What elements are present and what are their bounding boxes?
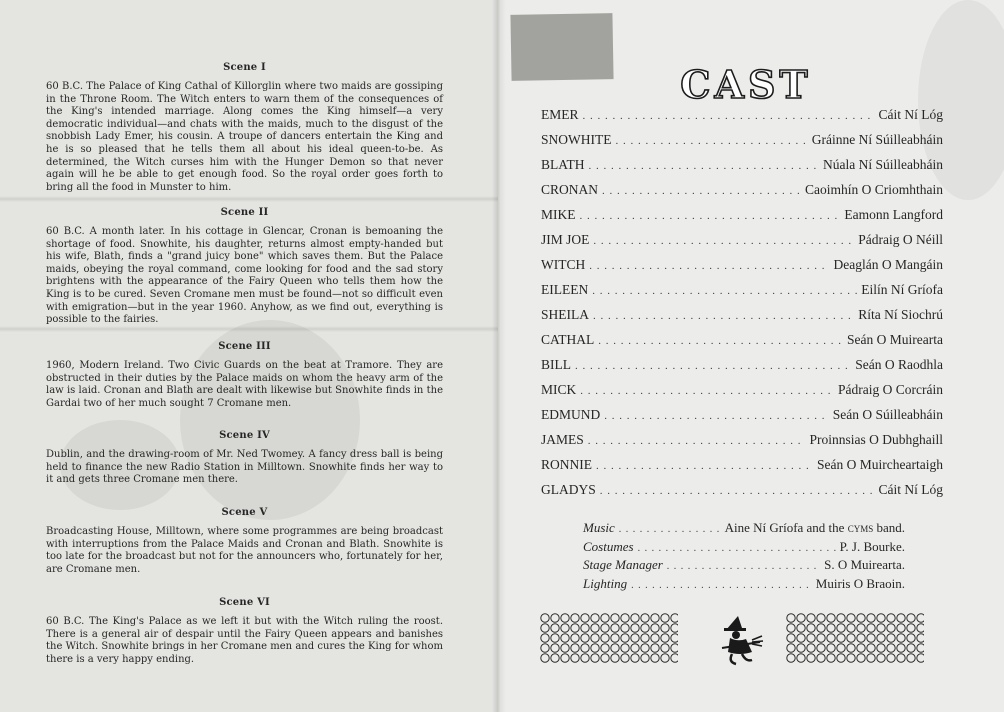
leader-dots	[596, 460, 813, 472]
actor-name: Ríta Ní Siochrú	[858, 307, 943, 322]
leader-dots	[583, 110, 875, 122]
credit-role: Stage Manager	[583, 557, 663, 572]
cast-row	[541, 132, 943, 157]
cast-row	[541, 357, 943, 382]
scene-heading: Scene VI	[219, 597, 270, 608]
leader-dots	[580, 385, 834, 397]
credit-name: Muiris O Braoin.	[815, 575, 905, 591]
leader-dots	[575, 360, 851, 372]
leader-dots	[580, 210, 841, 222]
role-name: MICK	[541, 382, 577, 397]
role-name: EMER	[541, 107, 579, 122]
paper-crease	[0, 196, 498, 202]
leader-dots	[589, 160, 820, 172]
actor-name: Deaglán O Mangáin	[833, 257, 943, 272]
actor-name: Seán O Súilleabháin	[832, 407, 943, 422]
lattice-ornament-right	[786, 613, 924, 663]
cast-row	[541, 157, 943, 182]
paper-crease	[0, 326, 498, 332]
credit-row	[583, 539, 905, 558]
credit-role: Lighting	[583, 575, 628, 591]
actor-name: Seán O Muirearta	[847, 332, 943, 347]
tape-mark	[510, 13, 613, 81]
role-name: BLATH	[541, 157, 585, 172]
actor-name: Pádraig O Corcráin	[838, 382, 943, 397]
actor-name: Cáit Ní Lóg	[878, 482, 943, 497]
leader-dots	[638, 543, 836, 554]
leader-dots	[619, 524, 721, 535]
cast-row	[541, 182, 943, 207]
cast-row	[541, 482, 943, 507]
leader-dots	[667, 561, 820, 572]
scene-synopsis: 1960, Modern Ireland. Two Civic Guards on the beat at Tramore. They are obstructed in their duties by the Palace maids on whom the heavy arm of the law is laid. Cronan and Blath are dealt with likewise but Snowhite finds in the Gardai two of her much sought 7 Cromane men.	[46, 360, 443, 409]
left-page	[0, 0, 498, 712]
leader-dots	[616, 135, 808, 147]
leader-dots	[592, 285, 857, 297]
scene-heading: Scene II	[220, 207, 269, 218]
scene-synopsis: Broadcasting House, Milltown, where some programmes are being broadcast with interruptions from the Palace Maids and Cronan and Blath. Snowhite is too late for the broadcast but not for the announcers who, fortunately for her, are Cromane men.	[46, 526, 443, 575]
cast-title: CAST	[680, 62, 812, 107]
credit-role: Costumes	[583, 538, 634, 554]
scene-heading: Scene III	[218, 341, 271, 352]
actor-name: Caoimhín O Criomhthain	[805, 182, 943, 197]
credit-role: Music	[583, 520, 615, 535]
scene-heading: Scene IV	[219, 430, 270, 441]
actor-name: Núala Ní Súilleabháin	[823, 157, 943, 172]
cast-row	[541, 457, 943, 482]
credit-name	[725, 520, 905, 536]
actor-name: Seán O Muircheartaigh	[817, 457, 943, 472]
role-name: JAMES	[541, 432, 584, 447]
role-name: CRONAN	[541, 182, 599, 197]
lattice-ornament-left	[540, 613, 678, 663]
cast-list	[541, 107, 943, 507]
scene-2	[46, 207, 443, 327]
leader-dots	[593, 235, 854, 247]
role-name: RONNIE	[541, 457, 592, 472]
role-name: JIM JOE	[541, 232, 590, 247]
role-name: SHEILA	[541, 307, 589, 322]
scene-heading: Scene V	[221, 507, 268, 518]
role-name: SNOWHITE	[541, 132, 612, 147]
page-fold	[492, 0, 506, 712]
scene-5	[46, 507, 443, 576]
cast-row	[541, 332, 943, 357]
credit-name: P. J. Bourke.	[839, 538, 905, 554]
cast-row	[541, 432, 943, 457]
cast-row	[541, 107, 943, 132]
credit-name: S. O Muirearta.	[824, 557, 905, 572]
role-name: GLADYS	[541, 482, 596, 497]
scene-1	[46, 62, 443, 194]
witch-icon	[718, 612, 764, 666]
scene-synopsis: 60 B.C. The King's Palace as we left it but with the Witch ruling the roost. There is a general air of despair until the Fairy Queen appears and banishes the Witch. Snowhite brings in her Cromane men and cures the King for whom there is a very happy ending.	[46, 616, 443, 665]
scene-heading: Scene I	[223, 62, 266, 73]
scene-synopsis: 60 B.C. The Palace of King Cathal of Killorglin where two maids are gossiping in the Throne Room. The Witch enters to warn them of the consequences of the King's intended marriage. Along comes the King himself—a very democratic individual—and chats with the maids, much to the disgust of the snobbish Lady Emer, his cousin. A troupe of dancers entertain the King and he is so pleased that he tells them all about his ideal queen-to-be. As determined, the Witch curses him with the Hunger Demon so that never again will he be able to get enough food. So the royal order goes forth to bring all the food in Munster to him.	[46, 81, 443, 193]
cast-row	[541, 207, 943, 232]
role-name: EILEEN	[541, 282, 589, 297]
scene-4	[46, 430, 443, 487]
leader-dots	[602, 185, 801, 197]
cast-row	[541, 382, 943, 407]
cast-row	[541, 232, 943, 257]
credit-name-end: band.	[873, 520, 905, 535]
credit-row	[583, 520, 905, 539]
credit-row	[583, 576, 905, 595]
leader-dots	[589, 260, 829, 272]
leader-dots	[604, 410, 829, 422]
production-credits	[583, 520, 905, 594]
scene-6	[46, 597, 443, 666]
actor-name: Seán O Raodhla	[855, 357, 943, 372]
role-name: BILL	[541, 357, 571, 372]
actor-name: Pádraig O Néill	[858, 232, 943, 247]
cast-row	[541, 282, 943, 307]
scene-3	[46, 341, 443, 410]
actor-name: Proinnsias O Dubhghaill	[809, 432, 943, 447]
credit-name-smallcaps: cyms	[847, 520, 874, 535]
cast-row	[541, 257, 943, 282]
credit-name-text: Aine Ní Gríofa and the	[724, 520, 845, 535]
role-name: WITCH	[541, 257, 586, 272]
leader-dots	[631, 580, 812, 591]
leader-dots	[593, 310, 854, 322]
role-name: EDMUND	[541, 407, 601, 422]
credit-row	[583, 557, 905, 576]
role-name: MIKE	[541, 207, 576, 222]
leader-dots	[600, 485, 875, 497]
actor-name: Eamonn Langford	[844, 207, 943, 222]
role-name: CATHAL	[541, 332, 595, 347]
actor-name: Cáit Ní Lóg	[878, 107, 943, 122]
cast-row	[541, 307, 943, 332]
leader-dots	[588, 435, 806, 447]
actor-name: Gráinne Ní Súilleabháin	[811, 132, 943, 147]
scene-synopsis: Dublin, and the drawing-room of Mr. Ned Twomey. A fancy dress ball is being held to finance the new Radio Station in Milltown. Snowhite finds her way to it and gets three Cromane men there.	[46, 449, 443, 486]
actor-name: Eilín Ní Gríofa	[861, 282, 943, 297]
scene-synopsis: 60 B.C. A month later. In his cottage in Glencar, Cronan is bemoaning the shortage of food. Snowhite, his daughter, returns almost empty-handed but his wife, Blath, finds a "grand juicy bone" which saves them. But the Palace maids, obeying the royal command, come looking for food and the sad story brightens with the appearance of the Fairy Queen who tells them how the King is to be cured. Seven Cromane men must be found—not so difficult even with emigration—but in the year 1960. Anyhow, as we find out, everything is possible to the fairies.	[46, 226, 443, 326]
cast-row	[541, 407, 943, 432]
leader-dots	[598, 335, 843, 347]
